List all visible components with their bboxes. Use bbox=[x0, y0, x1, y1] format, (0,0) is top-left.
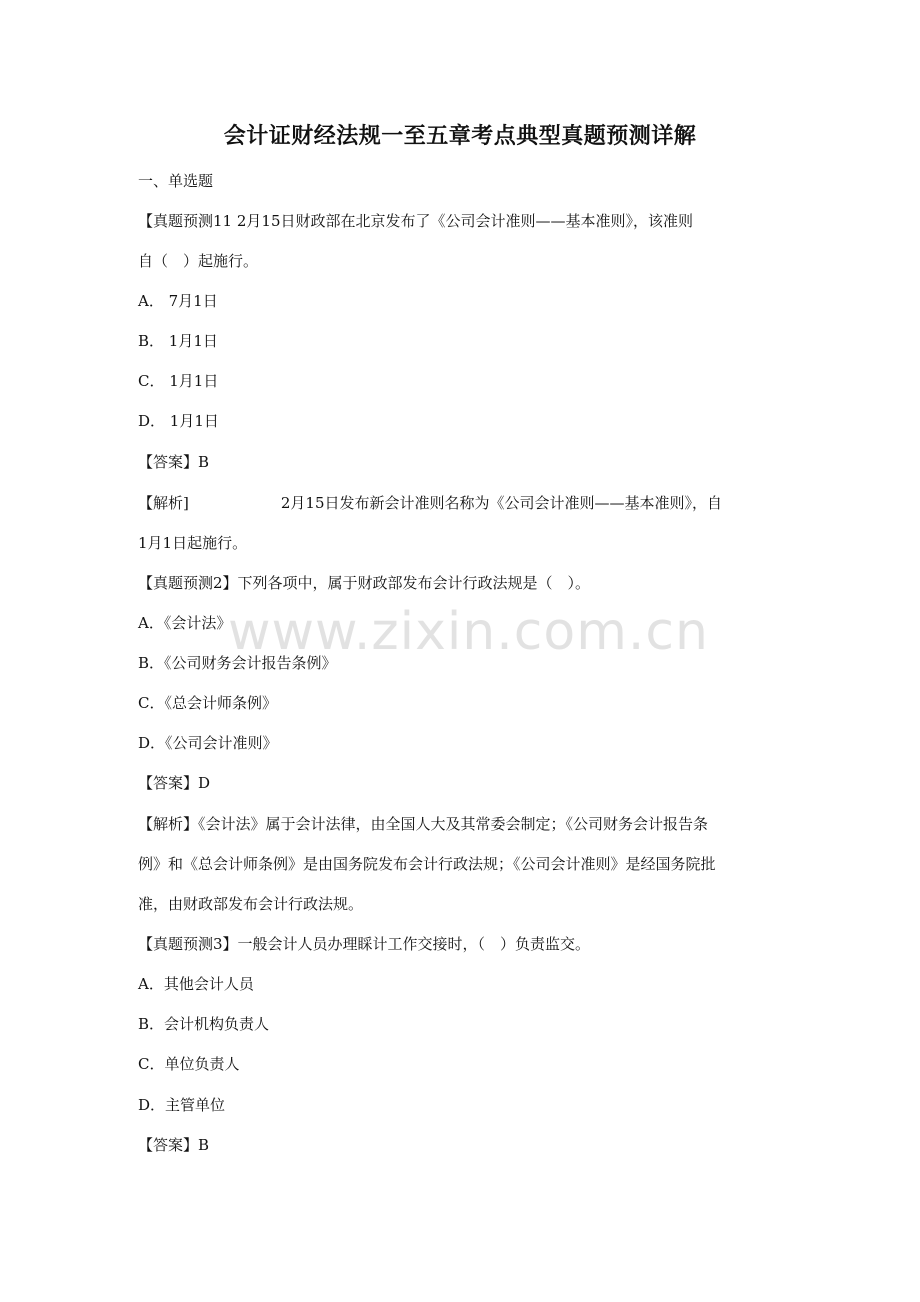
question-2-option-a: A．《会计法》 bbox=[138, 614, 232, 632]
question-2-answer: 【答案】D bbox=[138, 774, 211, 792]
question-2-analysis-line-1: 【解析】《会计法》属于会计法律，由全国人大及其常委会制定；《公司财务会计报告条 bbox=[138, 815, 709, 833]
question-1-analysis-label: 【解析] bbox=[138, 494, 189, 512]
question-3-answer: 【答案】B bbox=[138, 1136, 210, 1154]
question-2-analysis-line-3: 准，由财政部发布会计行政法规。 bbox=[138, 895, 364, 913]
question-3-option-b: B．会计机构负责人 bbox=[138, 1015, 270, 1033]
question-2-stem: 【真题预测2】下列各项中，属于财政部发布会计行政法规是（ ）。 bbox=[138, 574, 591, 592]
question-2-option-c: C．《总会计师条例》 bbox=[138, 694, 277, 712]
question-1-option-b: B． 1月1日 bbox=[138, 332, 218, 350]
question-1-stem-line-1: 【真题预测11 2月15日财政部在北京发布了《公司会计准则——基本准则》，该准则 bbox=[138, 212, 693, 230]
watermark: www.zixin.com.cn bbox=[228, 602, 709, 662]
question-1-option-c: C． 1月1日 bbox=[138, 372, 219, 390]
question-3-option-d: D．主管单位 bbox=[138, 1096, 226, 1114]
question-1-stem-line-2: 自（ ）起施行。 bbox=[138, 252, 259, 270]
question-1-option-d: D． 1月1日 bbox=[138, 412, 219, 430]
question-1-analysis-line-2: 1月1日起施行。 bbox=[138, 534, 248, 552]
question-3-option-a: A．其他会计人员 bbox=[138, 975, 254, 993]
question-2-option-b: B．《公司财务会计报告条例》 bbox=[138, 654, 337, 672]
question-3-stem: 【真题预测3】一般会计人员办理睬计工作交接时，（ ）负责监交。 bbox=[138, 935, 591, 953]
question-1-analysis-text: 2月15日发布新会计准则名称为《公司会计准则——基本准则》，自 bbox=[280, 494, 722, 512]
question-1-option-a: A． 7月1日 bbox=[138, 292, 218, 310]
page-title: 会计证财经法规一至五章考点典型真题预测详解 bbox=[223, 123, 697, 149]
question-2-analysis-line-2: 例》和《总会计师条例》是由国务院发布会计行政法规；《公司会计准则》是经国务院批 bbox=[138, 855, 716, 873]
question-2-option-d: D．《公司会计准则》 bbox=[138, 734, 278, 752]
section-heading: 一、单选题 bbox=[138, 172, 214, 190]
question-1-answer: 【答案】B bbox=[138, 453, 210, 471]
question-3-option-c: C．单位负责人 bbox=[138, 1055, 240, 1073]
question-1-analysis-line-1 bbox=[138, 492, 722, 514]
